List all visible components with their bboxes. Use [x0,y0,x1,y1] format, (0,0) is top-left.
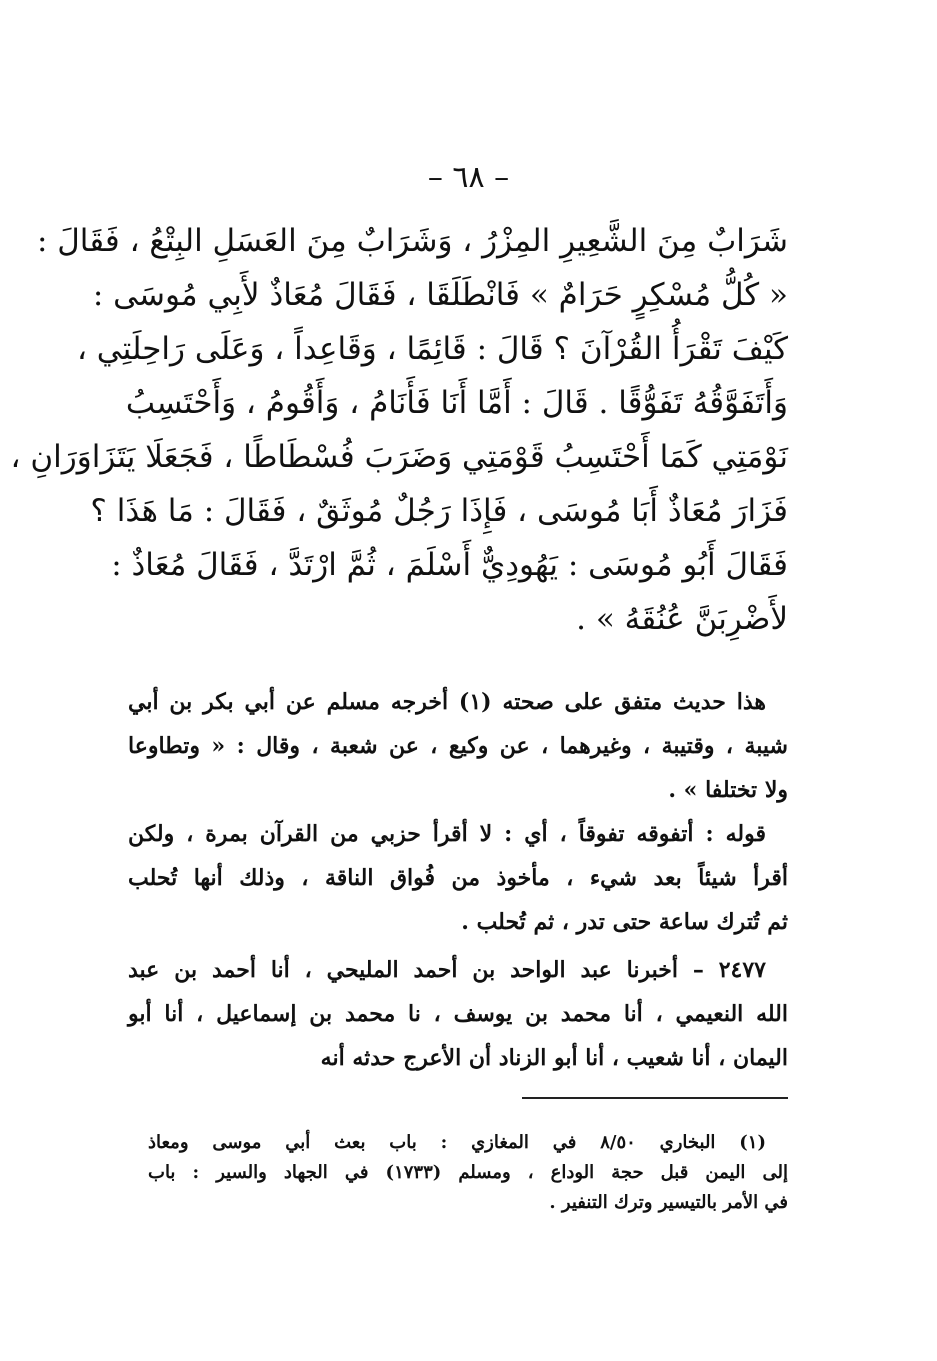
hadith-line: وَأَتَفَوَّقُهُ تَفَوُّقًا . قَالَ : أَمَّا أَنَا فَأَنَامُ ، وَأَقُومُ ، وَأَحْتَسِبُ [125,385,788,421]
footnote-line: (١) البخاري ٨/٥٠ في المغازي : باب بعث أبي موسى ومعاذ [148,1132,766,1153]
commentary-paragraph-explanation [128,812,788,944]
footnotes-block [148,1128,788,1218]
footnote-line: في الأمر بالتيسير وترك التنفير . [549,1192,788,1213]
hadith-line: « كُلُّ مُسْكِرٍ حَرَامٌ » فَانْطَلَقَا ، فَقَالَ مُعَاذٌ لأَبِي مُوسَى : [92,277,788,313]
footnote-separator [522,1097,788,1099]
commentary-line: ثم تُترك ساعة حتى تدر ، ثم تُحلب . [461,909,788,935]
commentary-paragraph-sourcing [128,680,788,812]
hadith-line: شَرَابٌ مِنَ الشَّعِيرِ المِزْرُ ، وَشَرَابٌ مِنَ العَسَلِ البِتْعُ ، فَقَالَ : [36,223,788,259]
commentary-line: ٢٤٧٧ – أخبرنا عبد الواحد بن أحمد المليحي ، أنا أحمد بن عبد [128,957,766,983]
footnote-line: إلى اليمن قبل حجة الوداع ، ومسلم (١٧٣٣) في الجهاد والسير : باب [148,1162,788,1183]
commentary-line: شيبة ، وقتيبة ، وغيرهما ، عن وكيع ، عن شعبة ، وقال : « وتطاوعا [128,733,788,759]
hadith-line: نَوْمَتِي كَمَا أَحْتَسِبُ قَوْمَتِي وَضَرَبَ فُسْطَاطًا ، فَجَعَلَا يَتَزَاوَرَانِ ، [10,439,788,475]
commentary-line: اليمان ، أنا شعيب ، أنا أبو الزناد أن الأعرج حدثه أنه [320,1045,788,1071]
hadith-text-block [10,214,788,646]
commentary-line: قوله : أتفوقه تفوقاً ، أي : لا أقرأ حزبي من القرآن بمرة ، ولكن [128,821,766,847]
commentary-line: ولا تختلفا » . [668,777,788,803]
hadith-line: فَقَالَ أَبُو مُوسَى : يَهُودِيٌّ أَسْلَمَ ، ثُمَّ ارْتَدَّ ، فَقَالَ مُعَاذٌ : [111,547,788,583]
hadith-line: كَيْفَ تَقْرَأُ القُرْآنَ ؟ قَالَ : قَائِمًا ، وَقَاعِداً ، وَعَلَى رَاحِلَتِي ، [76,331,788,367]
commentary-line: هذا حديث متفق على صحته (١) أخرجه مسلم عن أبي بكر بن أبي [128,689,766,715]
commentary-paragraph-isnad [128,948,788,1080]
commentary-line: أقرأ شيئاً بعد شيء ، مأخوذ من فُواق الناقة ، وذلك أنها تُحلب [128,865,788,891]
hadith-line: لأَضْرِبَنَّ عُنُقَهُ » . [576,601,788,637]
hadith-line: فَزَارَ مُعَاذٌ أَبَا مُوسَى ، فَإِذَا رَجُلٌ مُوثَقٌ ، فَقَالَ : مَا هَذَا ؟ [90,493,788,529]
commentary-line: الله النعيمي ، أنا محمد بن يوسف ، نا محمد بن إسماعيل ، أنا أبو [128,1001,788,1027]
page-number: – ٦٨ – [427,160,510,195]
